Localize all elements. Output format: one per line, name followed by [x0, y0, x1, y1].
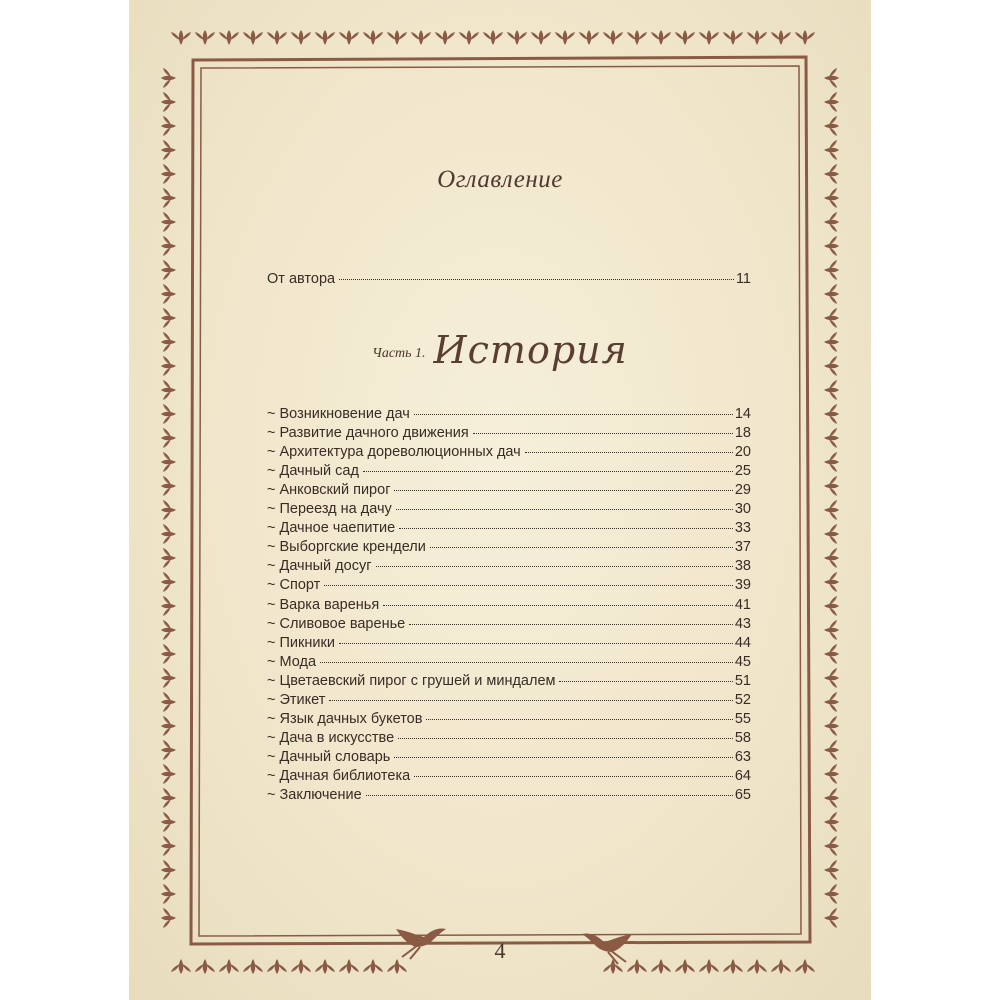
sprig-ornament-icon	[161, 524, 176, 544]
dot-leader	[329, 700, 732, 701]
sprig-ornament-icon	[824, 404, 839, 424]
toc-entry-label: ~ Дачный словарь	[267, 748, 391, 765]
toc-entry-label: ~ Мода	[267, 653, 317, 670]
dot-leader	[396, 509, 733, 510]
toc-entry-page: 20	[734, 444, 751, 461]
sprig-ornament-icon	[161, 836, 176, 856]
dot-leader	[376, 566, 733, 567]
toc-entry-label: ~ Язык дачных букетов	[267, 710, 423, 727]
sprig-ornament-icon	[824, 452, 839, 472]
dot-leader	[339, 643, 733, 644]
toc-entry[interactable]	[267, 748, 751, 766]
sprig-ornament-icon	[339, 30, 359, 45]
toc-entry-page: 37	[734, 539, 751, 556]
sprig-ornament-icon	[161, 404, 176, 424]
sprig-ornament-icon	[161, 212, 176, 232]
toc-entry-label: ~ Заключение	[267, 787, 362, 803]
toc-entry[interactable]	[267, 710, 751, 728]
toc-entry-intro[interactable]	[267, 270, 751, 288]
toc-entry-page: 43	[734, 615, 751, 632]
sprig-ornament-icon	[675, 30, 695, 45]
sprig-ornament-icon	[161, 452, 176, 472]
dot-leader	[398, 738, 733, 739]
sprig-ornament-icon	[824, 68, 839, 88]
sprig-ornament-icon	[161, 788, 176, 808]
dot-leader	[394, 490, 732, 491]
toc-entry-page: 45	[734, 653, 751, 670]
sprig-ornament-icon	[161, 572, 176, 592]
toc-entry-page: 33	[734, 520, 751, 537]
toc-entry[interactable]	[267, 462, 751, 480]
sprig-ornament-icon	[824, 908, 839, 928]
sprig-ornament-icon	[161, 428, 176, 448]
sprig-ornament-icon	[603, 30, 623, 45]
toc-entry[interactable]	[267, 519, 751, 537]
toc-entry-label: ~ Переезд на дачу	[267, 501, 392, 518]
dot-leader	[366, 795, 733, 796]
sprig-ornament-icon	[161, 476, 176, 496]
dot-leader	[525, 452, 733, 453]
toc-entry-label: ~ Дачное чаепитие	[267, 520, 396, 537]
dot-leader	[383, 605, 733, 606]
sprig-ornament-icon	[161, 692, 176, 712]
toc-entry[interactable]	[267, 538, 751, 556]
toc-entry-page: 29	[734, 482, 751, 499]
dot-leader	[414, 776, 733, 777]
sprig-ornament-icon	[161, 740, 176, 760]
sprig-ornament-icon	[161, 908, 176, 928]
toc-entry-page: 52	[734, 691, 751, 708]
sprig-ornament-icon	[824, 284, 839, 304]
toc-entry[interactable]	[267, 634, 751, 652]
toc-entry-page: 38	[734, 558, 751, 575]
sprig-ornament-icon	[411, 30, 431, 45]
toc-entry-label: ~ Анковский пирог	[267, 482, 391, 499]
toc-entry-page: 25	[734, 463, 751, 480]
toc-entry-label: ~ Архитектура дореволюционных дач	[267, 444, 521, 461]
sprig-ornament-icon	[267, 30, 287, 45]
toc-entry-page: 11	[735, 271, 751, 287]
part-prefix: Часть 1.	[372, 346, 426, 361]
sprig-ornament-icon	[171, 30, 191, 45]
sprig-ornament-icon	[824, 92, 839, 112]
toc-entry-label: ~ Дачный досуг	[267, 558, 372, 575]
dot-leader	[430, 547, 733, 548]
toc-entry[interactable]	[267, 596, 751, 614]
toc-entry[interactable]	[267, 424, 751, 442]
sprig-ornament-icon	[195, 30, 215, 45]
sprig-ornament-icon	[161, 140, 176, 160]
sprig-ornament-icon	[824, 548, 839, 568]
toc-entry-label: ~ Сливовое варенье	[267, 615, 406, 632]
sprig-ornament-icon	[795, 30, 815, 45]
toc-entry-page: 63	[734, 748, 751, 765]
sprig-ornament-icon	[824, 764, 839, 784]
dot-leader	[409, 624, 733, 625]
dot-leader	[399, 528, 733, 529]
toc-entry[interactable]	[267, 729, 751, 747]
sprig-ornament-icon	[824, 140, 839, 160]
toc-entry-page: 14	[734, 406, 751, 422]
sprig-ornament-icon	[824, 668, 839, 688]
sprig-ornament-icon	[161, 92, 176, 112]
sprig-ornament-icon	[161, 380, 176, 400]
toc-entry[interactable]	[267, 786, 751, 804]
sprig-ornament-icon	[161, 620, 176, 640]
toc-entry-page: 51	[734, 672, 751, 689]
dot-leader	[324, 585, 733, 586]
sprig-ornament-icon	[387, 30, 407, 45]
toc-entry[interactable]	[267, 767, 751, 785]
sprig-ornament-icon	[435, 30, 455, 45]
sprig-ornament-icon	[555, 30, 575, 45]
sprig-ornament-icon	[579, 30, 599, 45]
toc-entry[interactable]	[267, 557, 751, 575]
toc-entry-label: От автора	[267, 271, 336, 287]
dot-leader	[339, 279, 734, 280]
sprig-ornament-icon	[161, 764, 176, 784]
toc-entry-page: 65	[734, 787, 751, 803]
toc-entry-label: ~ Спорт	[267, 577, 321, 594]
dot-leader	[473, 433, 733, 434]
toc-entry-page: 44	[734, 634, 751, 651]
sprig-ornament-icon	[161, 500, 176, 520]
toc-entry[interactable]	[267, 481, 751, 499]
toc-entry-page: 64	[734, 767, 751, 784]
dot-leader	[426, 719, 732, 720]
sprig-ornament-icon	[824, 884, 839, 904]
sprig-ornament-icon	[161, 596, 176, 616]
sprig-ornament-icon	[824, 596, 839, 616]
sprig-ornament-icon	[824, 236, 839, 256]
sprig-ornament-icon	[824, 836, 839, 856]
sprig-ornament-icon	[747, 30, 767, 45]
dot-leader	[559, 681, 732, 682]
toc-entry-page: 18	[734, 425, 751, 442]
toc-entry-label: ~ Развитие дачного движения	[267, 425, 469, 442]
sprig-ornament-icon	[771, 30, 791, 45]
page-number: 4	[494, 938, 506, 963]
sprig-ornament-icon	[161, 668, 176, 688]
sprig-ornament-icon	[699, 30, 719, 45]
sprig-ornament-icon	[161, 236, 176, 256]
sprig-ornament-icon	[824, 860, 839, 880]
dot-leader	[363, 471, 733, 472]
toc-entry-label: ~ Выборгские крендели	[267, 539, 426, 556]
sprig-ornament-icon	[824, 812, 839, 832]
sprig-ornament-icon	[161, 884, 176, 904]
sprig-ornament-icon	[824, 644, 839, 664]
sprig-ornament-icon	[723, 30, 743, 45]
toc-entry-label: ~ Дачная библиотека	[267, 767, 411, 784]
toc-entry-page: 39	[734, 577, 751, 594]
sprig-ornament-icon	[161, 548, 176, 568]
sprig-ornament-icon	[531, 30, 551, 45]
sprig-ornament-icon	[824, 260, 839, 280]
sprig-ornament-icon	[824, 428, 839, 448]
sprig-ornament-icon	[824, 116, 839, 136]
sprig-ornament-icon	[161, 644, 176, 664]
sprig-ornament-icon	[824, 476, 839, 496]
toc-entry-page: 58	[734, 729, 751, 746]
dot-leader	[414, 414, 733, 415]
toc-entry-label: ~ Дача в искусстве	[267, 729, 395, 746]
toc-entry[interactable]	[267, 576, 751, 594]
toc-entry[interactable]	[267, 500, 751, 518]
sprig-ornament-icon	[161, 68, 176, 88]
sprig-ornament-icon	[824, 380, 839, 400]
sprig-ornament-icon	[824, 500, 839, 520]
toc-entry-label: ~ Этикет	[267, 691, 326, 708]
sprig-ornament-icon	[651, 30, 671, 45]
toc-entry-label: ~ Дачный сад	[267, 463, 359, 480]
sprig-ornament-icon	[824, 740, 839, 760]
sprig-ornament-icon	[161, 260, 176, 280]
sprig-ornament-icon	[161, 116, 176, 136]
toc-entry-label: ~ Варка варенья	[267, 596, 380, 613]
sprig-ornament-icon	[483, 30, 503, 45]
toc-entry[interactable]	[267, 405, 751, 423]
sprig-ornament-icon	[824, 524, 839, 544]
sprig-ornament-icon	[363, 30, 383, 45]
part-heading	[129, 328, 871, 372]
sprig-ornament-icon	[824, 212, 839, 232]
sprig-ornament-icon	[459, 30, 479, 45]
part-name: История	[433, 328, 628, 372]
toc-entry-label: ~ Возникновение дач	[267, 406, 410, 422]
sprig-ornament-icon	[161, 716, 176, 736]
sprig-ornament-icon	[161, 308, 176, 328]
sprig-ornament-icon	[161, 860, 176, 880]
sprig-ornament-icon	[219, 30, 239, 45]
sprig-ornament-icon	[824, 620, 839, 640]
toc-entry[interactable]	[267, 653, 751, 671]
toc-entry[interactable]	[267, 615, 751, 633]
dot-leader	[394, 757, 733, 758]
sprig-ornament-icon	[507, 30, 527, 45]
sprig-ornament-icon	[291, 30, 311, 45]
dot-leader	[320, 662, 733, 663]
toc-entry-label: ~ Пикники	[267, 634, 335, 651]
toc-entry[interactable]	[267, 443, 751, 461]
toc-entry[interactable]	[267, 672, 751, 690]
toc-entry[interactable]	[267, 691, 751, 709]
sprig-ornament-icon	[824, 692, 839, 712]
sprig-ornament-icon	[824, 572, 839, 592]
toc-entry-page: 30	[734, 501, 751, 518]
sprig-ornament-icon	[627, 30, 647, 45]
toc-entry-label: ~ Цветаевский пирог с грушей и миндалем	[267, 672, 556, 689]
sprig-ornament-icon	[161, 284, 176, 304]
sprig-ornament-icon	[161, 812, 176, 832]
sprig-ornament-icon	[315, 30, 335, 45]
toc-entry-page: 55	[734, 710, 751, 727]
sprig-ornament-icon	[824, 716, 839, 736]
book-page	[129, 0, 871, 1000]
sprig-ornament-icon	[824, 788, 839, 808]
toc-entry-page: 41	[734, 596, 751, 613]
sprig-ornament-icon	[243, 30, 263, 45]
sprig-ornament-icon	[824, 308, 839, 328]
page-title: Оглавление	[437, 166, 563, 193]
